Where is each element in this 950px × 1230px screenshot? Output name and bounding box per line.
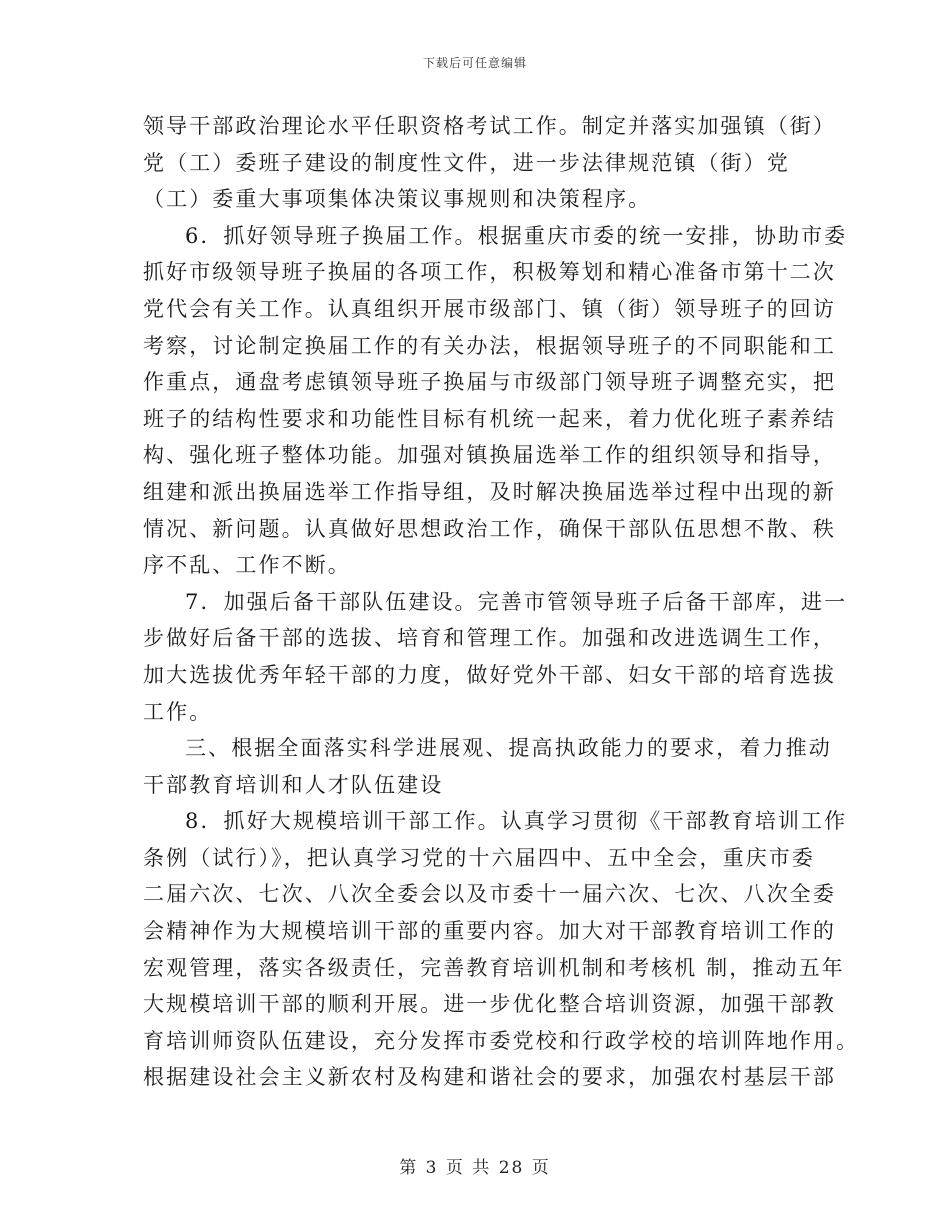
section-heading-line: 三、根据全面落实科学进展观、提高执政能力的要求，着力推动 — [185, 736, 832, 761]
page-header-note: 下载后可任意编辑 — [422, 56, 527, 70]
text-line: 根据建设社会主义新农村及构建和谐社会的要求，加强农村基层干部 — [143, 1065, 836, 1090]
paragraph-start-line: 6．抓好领导班子换届工作。根据重庆市委的统一安排，协助市委 — [185, 223, 848, 248]
text-line: 加大选拔优秀年轻干部的力度，做好党外干部、妇女干部的培育选拔 — [143, 662, 836, 687]
text-line: 二届六次、七次、八次全委会以及市委十一届六次、七次、八次全委 — [143, 882, 836, 907]
text-line: 条例（试行）》，把认真学习党的十六届四中、五中全会，重庆市委 — [143, 845, 815, 870]
text-line: 党代会有关工作。认真组织开展市级部门、镇（街）领导班子的回访 — [143, 296, 836, 321]
text-line: 育培训师资队伍建设，充分发挥市委党校和行政学校的培训阵地作用。 — [143, 1028, 860, 1053]
section-heading-line: 干部教育培训和人才队伍建设 — [143, 772, 444, 797]
text-line: 大规模培训干部的顺利开展。进一步优化整合培训资源，加强干部教 — [143, 992, 836, 1017]
text-line: 考察，讨论制定换届工作的有关办法，根据领导班子的不同职能和工 — [143, 333, 836, 358]
document-body — [143, 108, 860, 1096]
text-line: （工）委重大事项集体决策议事规则和决策程序。 — [143, 187, 652, 212]
text-line: 序不乱、工作不断。 — [143, 553, 351, 578]
paragraph-start-line: 7．加强后备干部队伍建设。完善市管领导班子后备干部库，进一 — [185, 589, 848, 614]
text-line: 组建和派出换届选举工作指导组，及时解决换届选举过程中出现的新 — [143, 479, 836, 504]
text-line: 宏观管理，落实各级责任，完善教育培训机制和考核机 制，推动五年 — [143, 955, 845, 980]
text-line: 情况、新问题。认真做好思想政治工作，确保干部队伍思想不散、秩 — [143, 516, 836, 541]
text-line: 抓好市级领导班子换届的各项工作，积极筹划和精心准备市第十二次 — [143, 260, 836, 285]
text-line: 会精神作为大规模培训干部的重要内容。加大对干部教育培训工作的 — [143, 919, 836, 944]
text-line: 领导干部政治理论水平任职资格考试工作。制定并落实加强镇（街） — [143, 114, 836, 138]
page-number-footer: 第 3 页 共 28 页 — [399, 1158, 551, 1178]
text-line: 工作。 — [143, 699, 213, 724]
text-line: 作重点，通盘考虑镇领导班子换届与市级部门领导班子调整充实，把 — [143, 370, 836, 395]
text-line: 步做好后备干部的选拔、培育和管理工作。加强和改进选调生工作， — [143, 626, 836, 651]
text-line: 班子的结构性要求和功能性目标有机统一起来，着力优化班子素养结 — [143, 406, 836, 431]
text-line: 构、强化班子整体功能。加强对镇换届选举工作的组织领导和指导， — [143, 443, 836, 468]
paragraph-start-line: 8．抓好大规模培训干部工作。认真学习贯彻《干部教育培训工作 — [185, 809, 848, 834]
text-line: 党（工）委班子建设的制度性文件，进一步法律规范镇（街）党 — [143, 150, 790, 175]
